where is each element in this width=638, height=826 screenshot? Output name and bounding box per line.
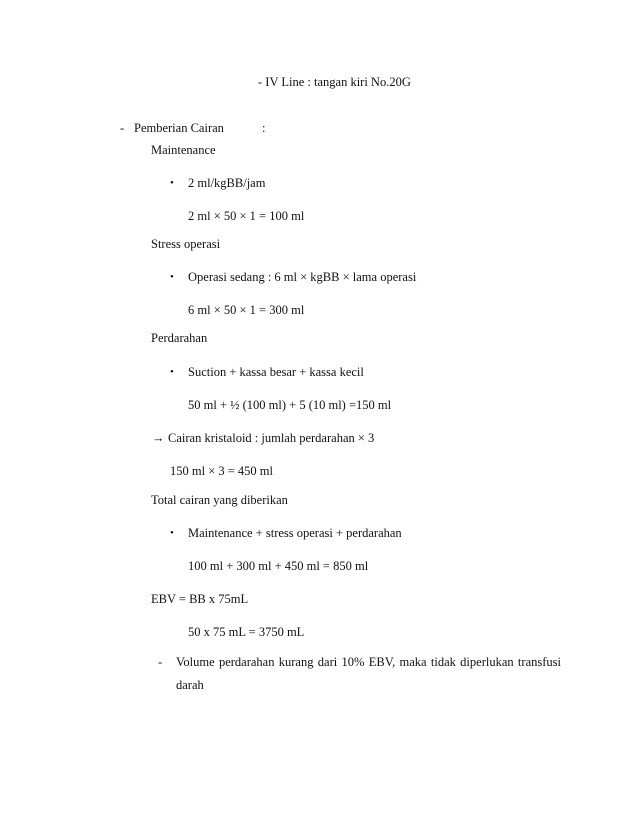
- maintenance-formula: 2 ml/kgBB/jam: [188, 176, 266, 190]
- bullet-icon: •: [170, 177, 174, 189]
- iv-line-header: - IV Line : tangan kiri No.20G: [258, 75, 411, 89]
- stress-heading: Stress operasi: [151, 237, 221, 251]
- stress-calc: 6 ml × 50 × 1 = 300 ml: [188, 303, 305, 317]
- bleeding-formula: Suction + kassa besar + kassa kecil: [188, 365, 364, 379]
- ebv-calc: 50 x 75 mL = 3750 mL: [188, 625, 305, 639]
- section-title: Pemberian Cairan: [134, 121, 224, 135]
- section-colon: :: [262, 121, 266, 135]
- bullet-icon: •: [170, 271, 174, 283]
- conclusion-line-2: darah: [176, 678, 204, 692]
- conclusion-dash: -: [158, 655, 163, 669]
- stress-formula: Operasi sedang : 6 ml × kgBB × lama operasi: [188, 270, 417, 284]
- maintenance-calc: 2 ml × 50 × 1 = 100 ml: [188, 209, 305, 223]
- bleeding-heading: Perdarahan: [151, 331, 208, 345]
- bullet-icon: •: [170, 366, 174, 378]
- total-heading: Total cairan yang diberikan: [151, 493, 288, 507]
- total-formula: Maintenance + stress operasi + perdarahan: [188, 526, 402, 540]
- section-dash: -: [120, 121, 125, 135]
- maintenance-heading: Maintenance: [151, 143, 216, 157]
- arrow-right-icon: →: [152, 431, 165, 445]
- ebv-formula: EBV = BB x 75mL: [151, 592, 249, 606]
- conclusion-line-1: Volume perdarahan kurang dari 10% EBV, maka tidak diperlukan transfusi: [176, 655, 561, 669]
- bleeding-calc: 50 ml + ½ (100 ml) + 5 (10 ml) =150 ml: [188, 398, 392, 412]
- crystalloid-text: Cairan kristaloid : jumlah perdarahan × 3: [168, 431, 375, 445]
- total-calc: 100 ml + 300 ml + 450 ml = 850 ml: [188, 559, 369, 573]
- crystalloid-calc: 150 ml × 3 = 450 ml: [170, 464, 273, 478]
- bullet-icon: •: [170, 527, 174, 539]
